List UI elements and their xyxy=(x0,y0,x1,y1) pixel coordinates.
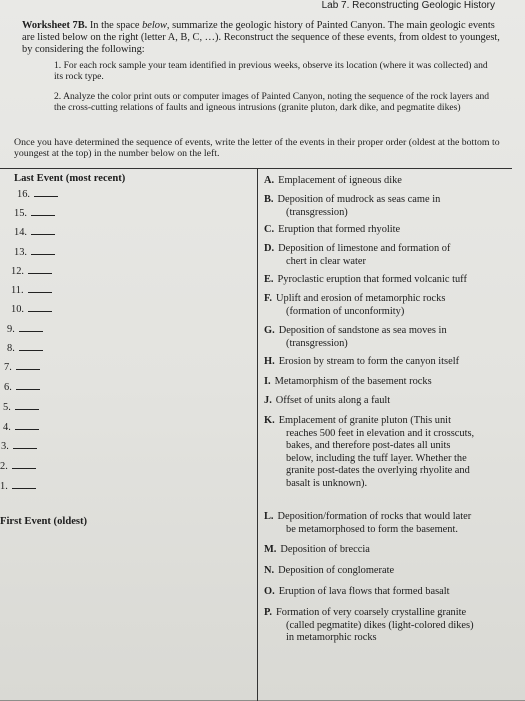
answer-blank[interactable] xyxy=(31,207,55,216)
ordering-instruction: Once you have determined the sequence of events, write the letter of the events in their proper order (oldest at the bottom to youngest at the top) in the number below on the left. xyxy=(14,137,500,159)
intro-paragraph xyxy=(22,20,500,56)
event-item xyxy=(264,293,509,318)
event-description-line: Metamorphism of the basement rocks xyxy=(274,376,432,387)
event-letter: M. xyxy=(264,544,277,555)
event-description-line: be metamorphosed to form the basement. xyxy=(286,523,458,535)
event-letter: O. xyxy=(264,586,275,597)
event-description-line: Emplacement of granite pluton (This unit xyxy=(278,415,451,426)
answer-blank[interactable] xyxy=(15,421,39,430)
event-description-line: Erosion by stream to form the canyon itself xyxy=(278,356,460,367)
slot-number: 4. xyxy=(3,422,11,433)
sequence-slot[interactable] xyxy=(0,460,36,472)
sequence-slot[interactable] xyxy=(7,323,43,335)
sequence-slot[interactable] xyxy=(11,284,52,296)
events-column xyxy=(264,169,509,701)
event-description-line: Eruption that formed rhyolite xyxy=(278,224,401,235)
event-letter: P. xyxy=(264,607,272,618)
step-1: 1. For each rock sample your team identified in previous weeks, observe its location (where it was collected) and its rock type. xyxy=(54,60,488,82)
event-letter: A. xyxy=(264,175,275,186)
event-description-line: reaches 500 feet in elevation and it crosscuts, xyxy=(286,427,475,439)
event-letter: H. xyxy=(264,356,275,367)
slot-number: 6. xyxy=(4,382,12,393)
event-description-line: Deposition of breccia xyxy=(280,544,370,555)
sequence-slot[interactable] xyxy=(14,207,55,219)
answer-blank[interactable] xyxy=(13,440,37,449)
sequence-slot[interactable] xyxy=(1,440,37,452)
intro-text-2: , summarize the geologic history of Painted Canyon. The main geologic events are listed below on the right (letter A, B, C, …). Reconstruct the sequence of these events, from oldest to youngest, by considering the following: xyxy=(22,20,500,55)
event-letter: C. xyxy=(264,224,275,235)
event-item xyxy=(264,194,509,219)
answer-blank[interactable] xyxy=(16,361,40,370)
event-description-line: Deposition of conglomerate xyxy=(278,565,395,576)
answer-blank[interactable] xyxy=(28,265,52,274)
event-item xyxy=(264,586,509,599)
column-divider xyxy=(257,169,258,701)
answer-blank[interactable] xyxy=(28,303,52,312)
slot-number: 8. xyxy=(7,343,15,354)
sequence-slot[interactable] xyxy=(7,342,43,354)
event-item xyxy=(264,565,509,578)
slot-number: 7. xyxy=(4,362,12,373)
answer-blank[interactable] xyxy=(19,342,43,351)
event-description-line: Eruption of lava flows that formed basalt xyxy=(278,586,450,597)
event-letter: D. xyxy=(264,243,275,254)
event-description-line: (called pegmatite) dikes (light-colored dikes) xyxy=(286,619,474,631)
event-letter: L. xyxy=(264,511,274,522)
event-description-line: (formation of unconformity) xyxy=(286,305,405,317)
event-description-line: Uplift and erosion of metamorphic rocks xyxy=(276,293,446,304)
event-description-line: below, including the tuff layer. Whether the xyxy=(286,452,467,464)
sequence-slot[interactable] xyxy=(11,303,52,315)
answer-blank[interactable] xyxy=(31,226,55,235)
slot-number: 16. xyxy=(17,189,30,200)
event-description-line: (transgression) xyxy=(286,206,348,218)
answer-blank[interactable] xyxy=(16,381,40,390)
event-item xyxy=(264,511,509,536)
answer-blank[interactable] xyxy=(12,480,36,489)
event-item xyxy=(264,224,509,237)
slot-number: 12. xyxy=(11,266,24,277)
page-header: Lab 7. Reconstructing Geologic History xyxy=(321,0,495,11)
intro-emphasis: below xyxy=(142,20,167,31)
slot-number: 1. xyxy=(0,481,8,492)
event-description-line: bakes, and therefore post-dates all units xyxy=(286,440,451,451)
event-item xyxy=(264,325,509,350)
event-letter: B. xyxy=(264,194,274,205)
slot-number: 15. xyxy=(14,208,27,219)
sequence-slot[interactable] xyxy=(14,226,55,238)
slot-number: 2. xyxy=(0,461,8,472)
answer-blank[interactable] xyxy=(12,460,36,469)
event-description-line: (transgression) xyxy=(286,337,348,349)
event-letter: G. xyxy=(264,325,275,336)
event-item xyxy=(264,243,509,268)
slot-number: 9. xyxy=(7,324,15,335)
answer-blank[interactable] xyxy=(28,284,52,293)
slot-number: 5. xyxy=(3,402,11,413)
event-description-line: Pyroclastic eruption that formed volcanic tuff xyxy=(277,274,467,285)
slot-number: 13. xyxy=(14,247,27,258)
event-item xyxy=(264,415,509,490)
event-letter: I. xyxy=(264,376,271,387)
sequence-slot[interactable] xyxy=(11,265,52,277)
answer-blank[interactable] xyxy=(31,246,55,255)
event-item xyxy=(264,544,509,557)
event-description-line: Formation of very coarsely crystalline granite xyxy=(276,607,467,618)
sequence-slot[interactable] xyxy=(3,401,39,413)
instruction-steps xyxy=(54,60,494,122)
slot-number: 10. xyxy=(11,304,24,315)
event-letter: K. xyxy=(264,415,275,426)
event-description-line: granite post-dates the overlying rhyolite and xyxy=(286,465,470,476)
event-description-line: Deposition/formation of rocks that would later xyxy=(277,511,472,522)
event-description-line: in metamorphic rocks xyxy=(286,632,377,643)
worksheet-label: Worksheet 7B. xyxy=(22,20,88,31)
sequence-column xyxy=(0,169,257,701)
event-description-line: basalt is unknown). xyxy=(286,477,368,489)
answer-blank[interactable] xyxy=(15,401,39,410)
event-description-line: chert in clear water xyxy=(286,255,366,267)
intro-text-1: In the space xyxy=(87,20,143,31)
slot-number: 11. xyxy=(11,285,24,296)
event-description-line: Deposition of sandstone as sea moves in xyxy=(278,325,447,336)
answer-blank[interactable] xyxy=(34,188,58,197)
event-letter: E. xyxy=(264,274,274,285)
event-item xyxy=(264,376,509,389)
first-event-heading: First Event (oldest) xyxy=(0,516,88,527)
sequence-slot[interactable] xyxy=(4,361,40,373)
sequence-slot[interactable] xyxy=(14,246,55,258)
event-letter: N. xyxy=(264,565,275,576)
event-table xyxy=(0,168,512,701)
event-item xyxy=(264,395,509,408)
event-item xyxy=(264,175,509,188)
event-letter: J. xyxy=(264,395,272,406)
event-description-line: Deposition of mudrock as seas came in xyxy=(277,194,441,205)
answer-blank[interactable] xyxy=(19,323,43,332)
event-item xyxy=(264,274,509,287)
slot-number: 14. xyxy=(14,227,27,238)
slot-number: 3. xyxy=(1,441,9,452)
event-description-line: Offset of units along a fault xyxy=(275,395,391,406)
event-description-line: Emplacement of igneous dike xyxy=(278,175,402,186)
event-item xyxy=(264,607,509,645)
step-2: 2. Analyze the color print outs or computer images of Painted Canyon, noting the sequence of the rock layers and the cross-cutting relations of faults and igneous intrusions (granite pluton, dark dike, and pegmatite dikes) xyxy=(54,91,490,113)
sequence-slot[interactable] xyxy=(17,188,58,200)
last-event-heading: Last Event (most recent) xyxy=(14,173,126,184)
event-description-line: Deposition of limestone and formation of xyxy=(278,243,451,254)
event-letter: F. xyxy=(264,293,272,304)
sequence-slot[interactable] xyxy=(0,480,36,492)
event-item xyxy=(264,356,509,369)
sequence-slot[interactable] xyxy=(3,421,39,433)
sequence-slot[interactable] xyxy=(4,381,40,393)
